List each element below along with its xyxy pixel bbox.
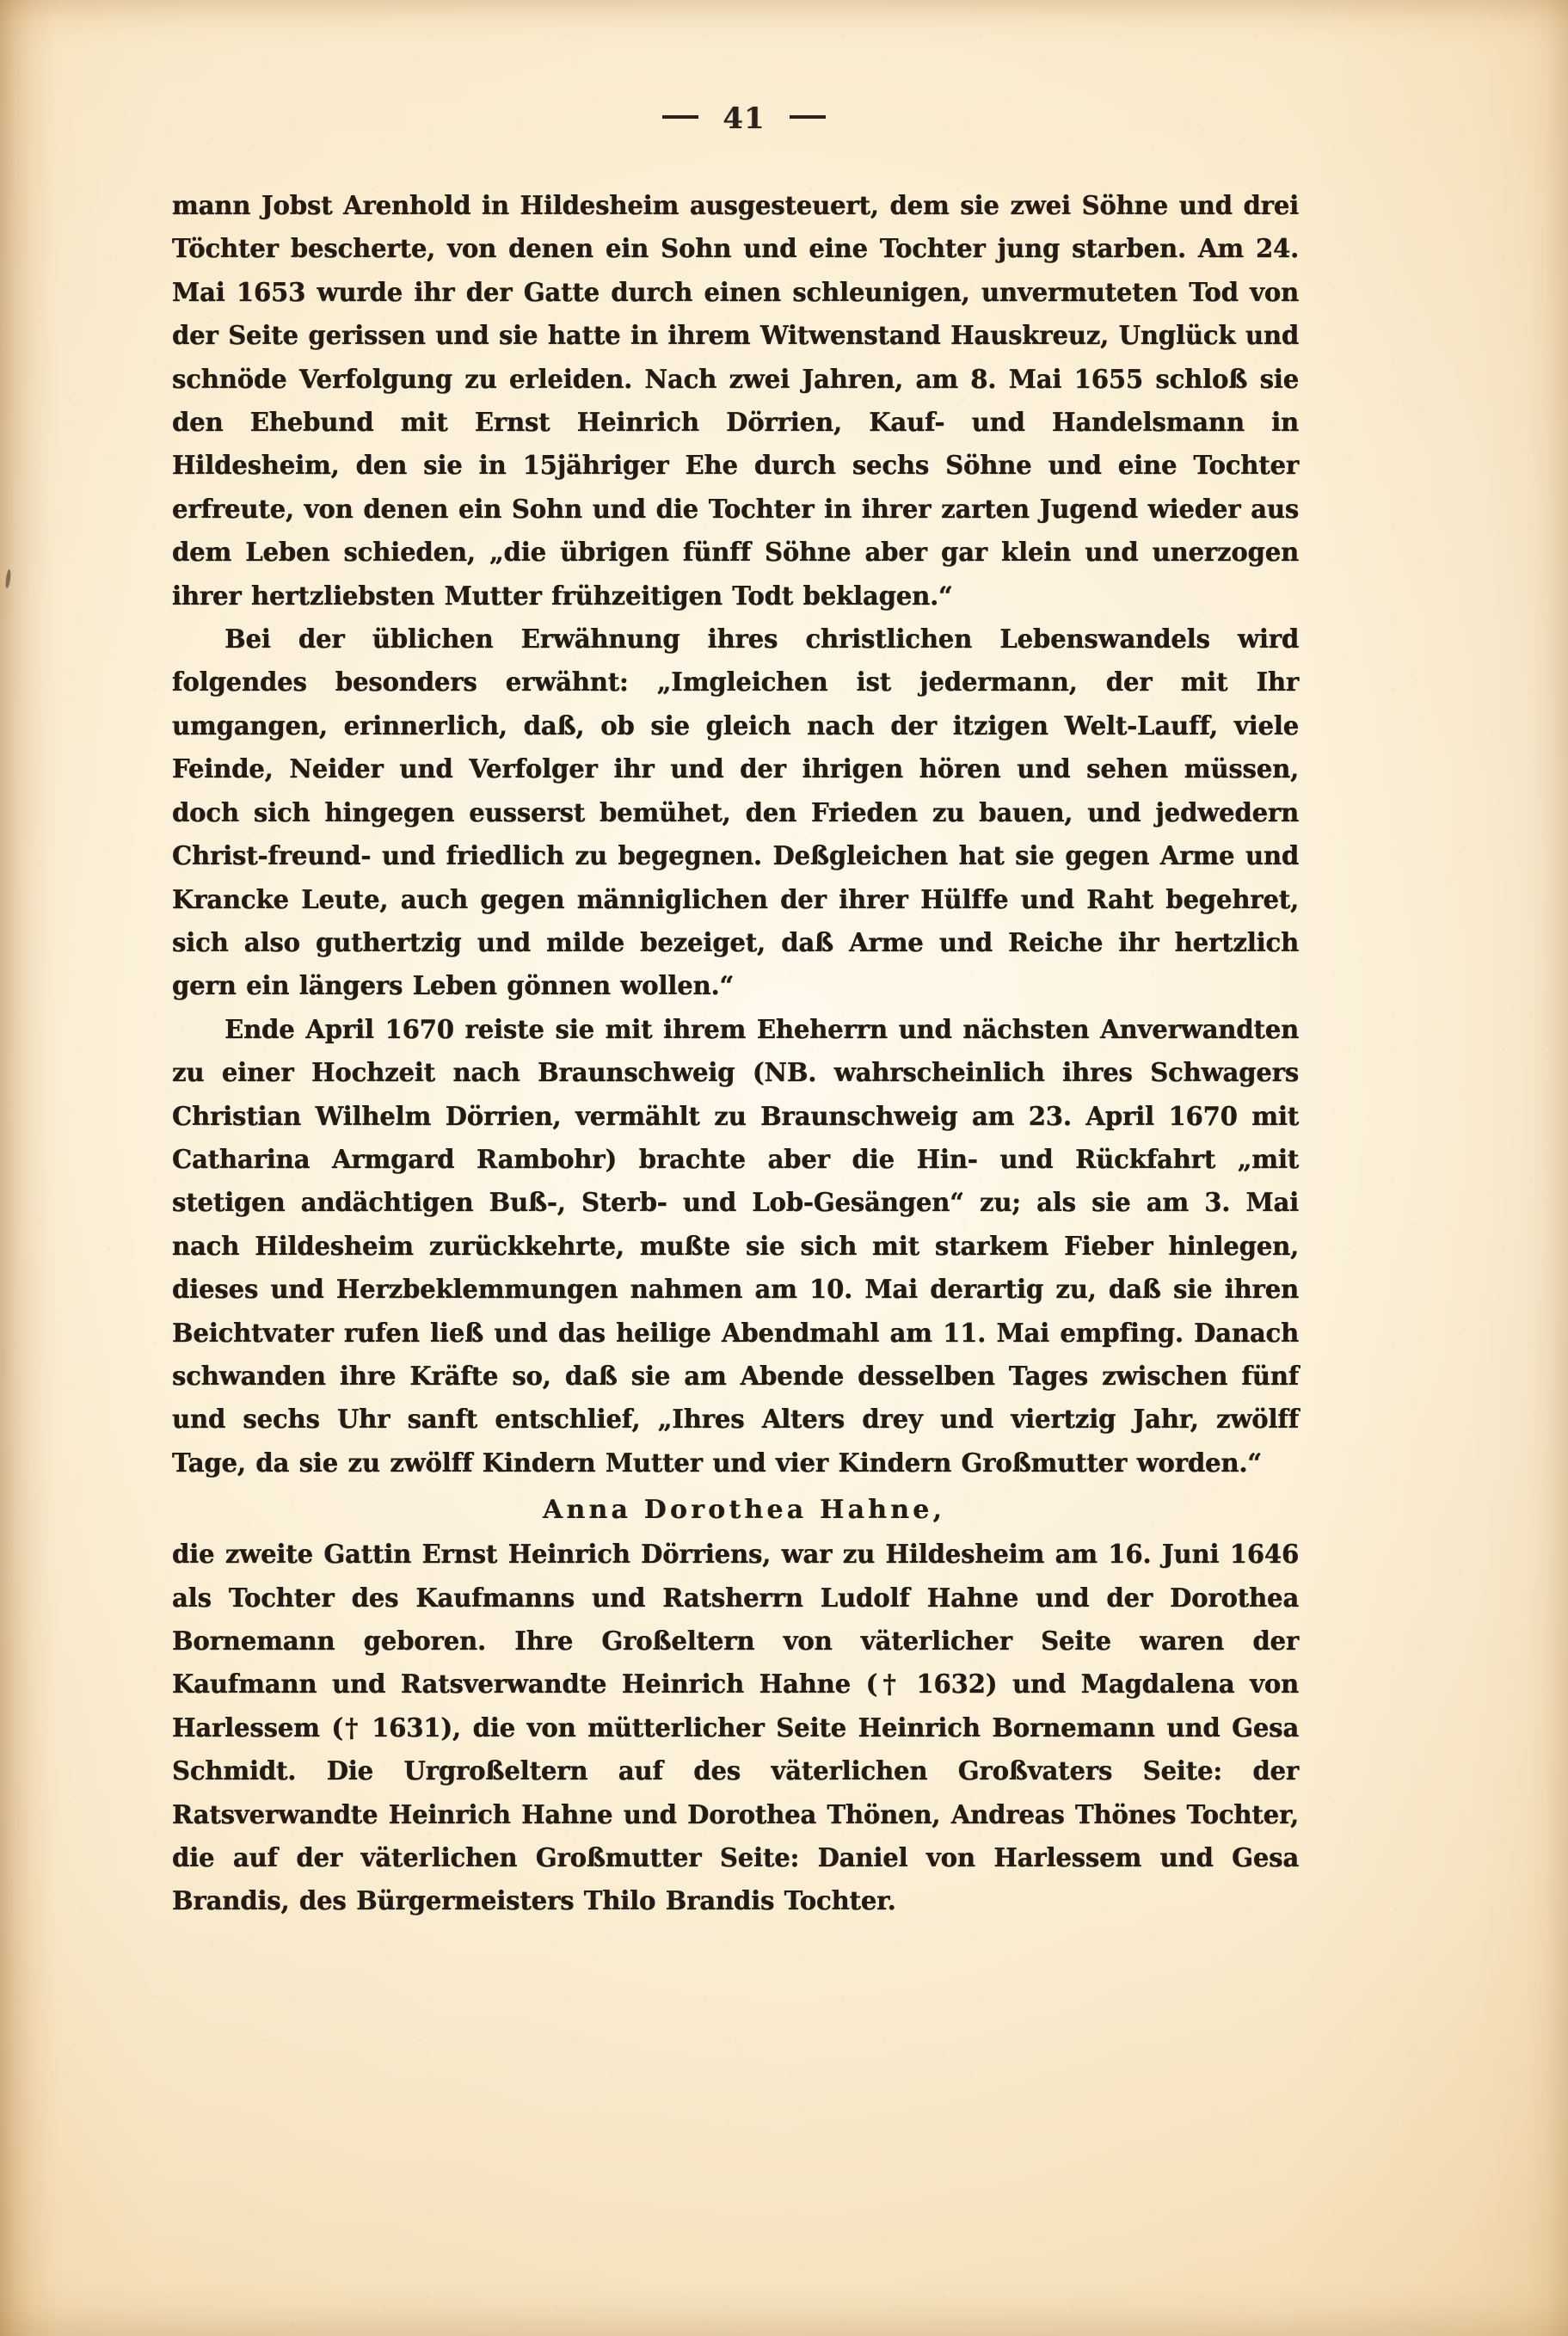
paragraph-ende-april-1670: Ende April 1670 reiste sie mit ihrem Eheherrn und nächsten Anverwandten zu einer Hochzeit nach Braunschweig (NB. wahrscheinlich ihres Schwagers Christian Wilhelm Dörrien, vermählt zu Braunschweig am 23. April 1670 mit Catharina Armgard Rambohr) brachte aber die Hin- und Rückfahrt „mit stetigen andächtigen Buß-, Sterb- und Lob-Gesängen“ zu; als sie am 3. Mai nach Hildesheim zurückkehrte, mußte sie sich mit starkem Fieber hinlegen, dieses und Herzbeklemmungen nahmen am 10. Mai derartig zu, daß sie ihren Beichtvater rufen ließ und das heilige Abendmahl am 11. Mai empfing. Danach schwanden ihre Kräfte so, daß sie am Abende desselben Tages zwischen fünf und sechs Uhr sanft entschlief, „Ihres Alters drey und viertzig Jahr, zwölff Tage, da sie zu zwölff Kindern Mutter und vier Kindern Großmutter worden.“ bbox=[172, 1013, 1300, 1478]
bottom-edge-shadow bbox=[0, 2284, 1568, 2336]
folio-rule-right bbox=[790, 115, 826, 119]
page-folio bbox=[172, 101, 1316, 136]
text-block bbox=[172, 101, 1316, 1923]
paragraph-lebenswandel: Bei der üblichen Erwähnung ihres christlichen Lebenswandels wird folgendes besonders erwähnt: „Imgleichen ist jedermann, der mit Ihr umgangen, erinnerlich, daß, ob sie gleich nach der itzigen Welt-Lauff, viele Feinde, Neider und Verfolger ihr und der ihrigen hören und sehen müssen, doch sich hingegen eusserst bemühet, den Frieden zu bauen, und jedwedern Christ-freund- und friedlich zu begegnen. Deßgleichen hat sie gegen Arme und Krancke Leute, auch gegen männiglichen der ihrer Hülffe und Raht begehret, sich also guthertzig und milde bezeiget, daß Arme und Reiche ihr hertzlich gern ein längers Leben gönnen wollen.“ bbox=[172, 624, 1300, 1001]
right-edge-shadow bbox=[1528, 0, 1568, 2336]
folio-rule-left bbox=[662, 115, 698, 119]
top-edge-shadow bbox=[0, 0, 1568, 34]
paragraph-anna-dorothea-hahne: die zweite Gattin Ernst Heinrich Dörriens, war zu Hildesheim am 16. Juni 1646 als Tochter des Kaufmanns und Ratsherrn Ludolf Hahne und der Dorothea Bornemann geboren. Ihre Großeltern von väterlicher Seite waren der Kaufmann und Ratsverwandte Heinrich Hahne († 1632) und Magdalena von Harlessem († 1631), die von mütterlicher Seite Heinrich Bornemann und Gesa Schmidt. Die Urgroßeltern auf des väterlichen Großvaters Seite: der Ratsverwandte Heinrich Hahne und Dorothea Thönen, Andreas Thönes Tochter, die auf der väterlichen Großmutter Seite: Daniel von Harlessem und Gesa Brandis, des Bürgermeisters Thilo Brandis Tochter. bbox=[172, 1539, 1300, 1916]
binding-gutter-shadow bbox=[0, 0, 53, 2336]
ink-fleck-artifact bbox=[4, 569, 11, 588]
paragraph-catharina-elisabeth: mann Jobst Arenhold in Hildesheim ausgesteuert, dem sie zwei Söhne und drei Töchter bescherte, von denen ein Sohn und eine Tochter jung starben. Am 24. Mai 1653 wurde ihr der Gatte durch einen schleunigen, unvermuteten Tod von der Seite gerissen und sie hatte in ihrem Witwenstand Hauskreuz, Unglück und schnöde Verfolgung zu erleiden. Nach zwei Jahren, am 8. Mai 1655 schloß sie den Ehebund mit Ernst Heinrich Dörrien, Kauf- und Handelsmann in Hildesheim, den sie in 15jähriger Ehe durch sechs Söhne und eine Tochter erfreute, von denen ein Sohn und die Tochter in ihrer zarten Jugend wieder aus dem Leben schieden, „die übrigen fünff Söhne aber gar klein und unerzogen ihrer hertzliebsten Mutter frühzeitigen Todt beklagen.“ bbox=[172, 190, 1300, 611]
folio-number: 41 bbox=[723, 101, 766, 136]
section-heading-anna-dorothea-hahne: Anna Dorothea Hahne, bbox=[542, 1495, 946, 1526]
